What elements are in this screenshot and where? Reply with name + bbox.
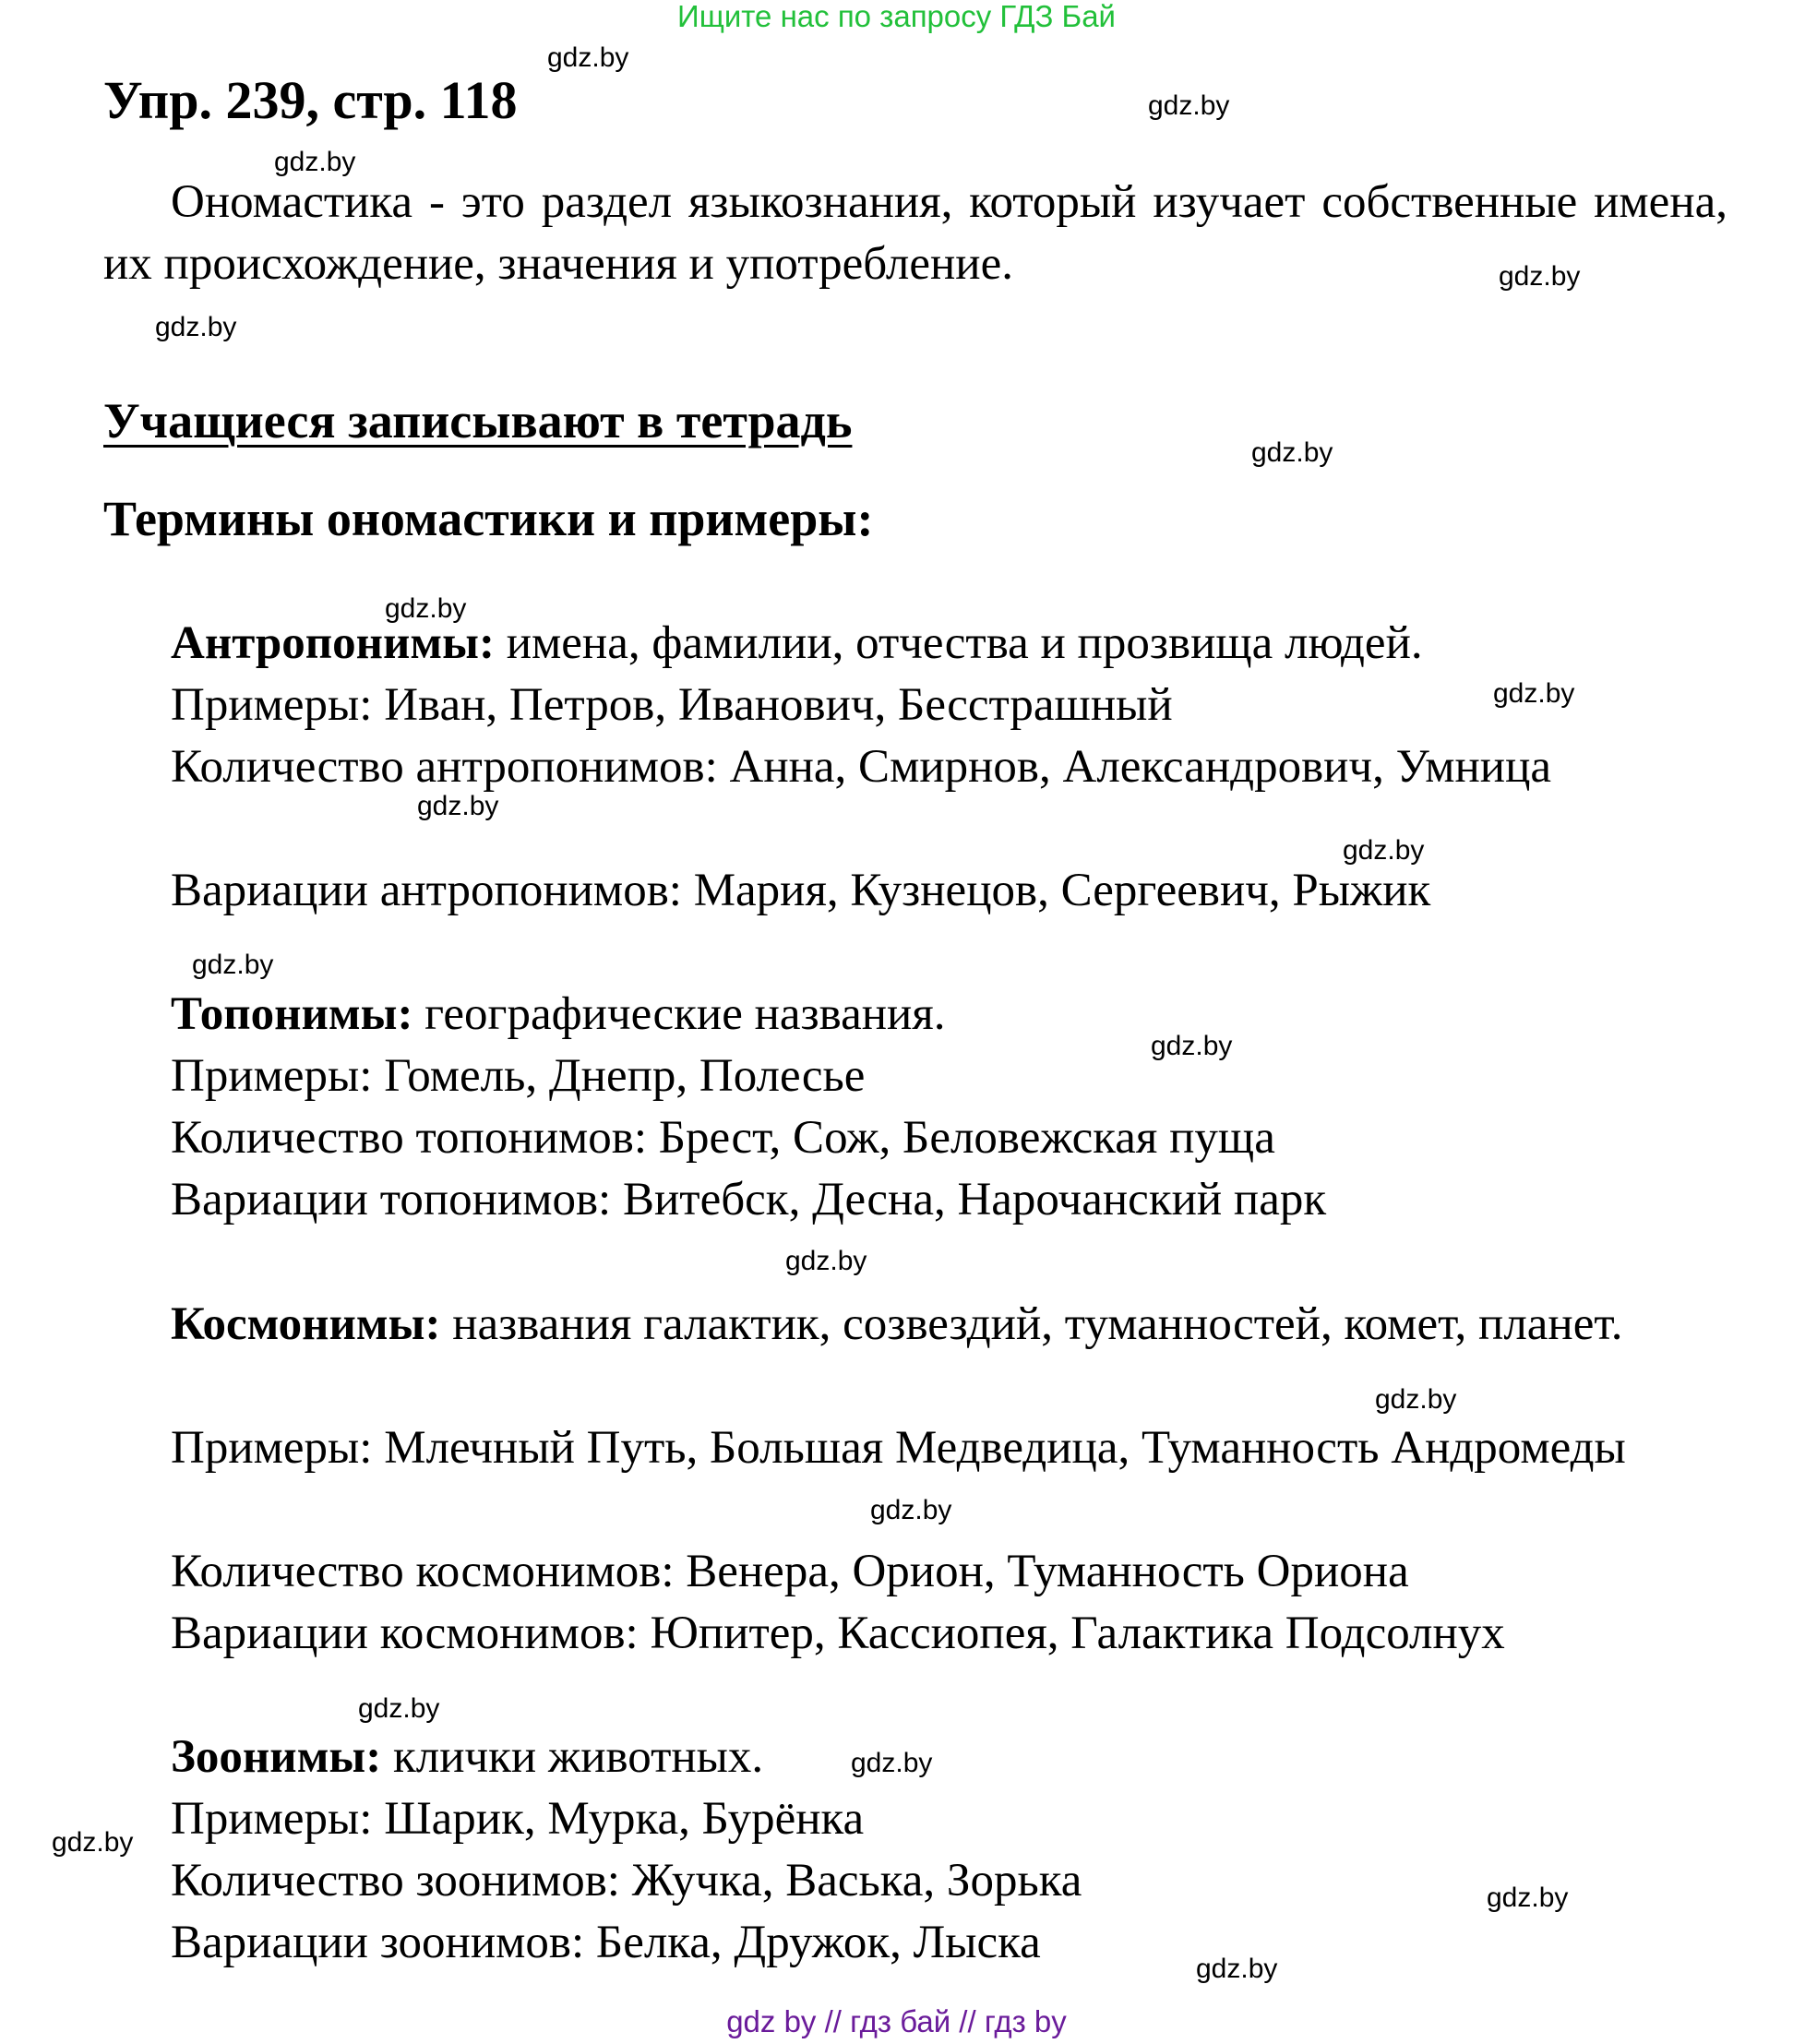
- examples-toponyms: Примеры: Гомель, Днепр, Полесье: [171, 1050, 866, 1102]
- term-name: Антропонимы:: [171, 617, 495, 669]
- watermark: gdz.by: [1151, 1031, 1233, 1061]
- watermark: gdz.by: [1251, 437, 1333, 468]
- term-line-cosmonyms: [103, 1294, 1727, 1356]
- examples-zoonyms: Примеры: Шарик, Мурка, Бурёнка: [171, 1793, 865, 1845]
- term-definition: географические названия.: [412, 988, 946, 1040]
- watermark: gdz.by: [1499, 261, 1581, 292]
- watermark: gdz.by: [870, 1495, 952, 1525]
- watermark: gdz.by: [358, 1693, 440, 1724]
- watermark: gdz.by: [192, 950, 274, 980]
- variations-anthroponyms: Вариации антропонимов: Мария, Кузнецов, Сергеевич, Рыжик: [171, 865, 1431, 916]
- term-name: Космонимы:: [171, 1298, 441, 1350]
- watermark: gdz.by: [1343, 835, 1425, 866]
- term-line-toponyms: [171, 984, 946, 1046]
- term-name: Зоонимы:: [171, 1731, 382, 1783]
- watermark: gdz.by: [1493, 678, 1575, 709]
- page-title: Упр. 239, стр. 118: [103, 70, 518, 130]
- watermark: gdz.by: [1487, 1883, 1569, 1913]
- term-definition: имена, фамилии, отчества и прозвища людей.: [494, 617, 1423, 669]
- variations-cosmonyms: Вариации космонимов: Юпитер, Кассиопея, Галактика Подсолнух: [171, 1608, 1505, 1659]
- term-name: Топонимы:: [171, 988, 413, 1040]
- examples-cosmonyms: Примеры: Млечный Путь, Большая Медведица, Туманность Андромеды: [171, 1422, 1626, 1474]
- examples-anthroponyms: Примеры: Иван, Петров, Иванович, Бесстрашный: [171, 679, 1173, 731]
- term-line-zoonyms: [171, 1727, 763, 1788]
- watermark: gdz.by: [274, 147, 356, 177]
- watermark: gdz.by: [1148, 90, 1230, 121]
- intro-paragraph: Ономастика - это раздел языкознания, который изучает собственные имена, их происхождение, значения и употребление.: [103, 176, 1727, 290]
- variations-zoonyms: Вариации зоонимов: Белка, Дружок, Лыска: [171, 1917, 1041, 1968]
- terms-heading: Термины ономастики и примеры:: [103, 491, 874, 546]
- count-toponyms: Количество топонимов: Брест, Сож, Беловежская пуща: [171, 1112, 1275, 1164]
- footer-links: gdz by // гдз бай // гдз by: [726, 2004, 1067, 2038]
- watermark: gdz.by: [385, 593, 467, 624]
- watermark: gdz.by: [547, 42, 629, 73]
- watermark: gdz.by: [1196, 1954, 1278, 1984]
- watermark: gdz.by: [417, 791, 499, 821]
- top-banner: Ищите нас по запросу ГДЗ Бай: [677, 0, 1116, 33]
- watermark: gdz.by: [155, 312, 237, 342]
- count-cosmonyms: Количество космонимов: Венера, Орион, Туманность Ориона: [171, 1546, 1409, 1597]
- count-anthroponyms: Количество антропонимов: Анна, Смирнов, Александрович, Умница: [171, 741, 1552, 793]
- variations-toponyms: Вариации топонимов: Витебск, Десна, Нарочанский парк: [171, 1174, 1327, 1225]
- watermark: gdz.by: [1375, 1384, 1457, 1415]
- term-definition: клички животных.: [381, 1731, 764, 1783]
- count-zoonyms: Количество зоонимов: Жучка, Васька, Зорька: [171, 1855, 1082, 1907]
- watermark: gdz.by: [851, 1748, 933, 1778]
- notebook-heading: Учащиеся записывают в тетрадь: [103, 393, 853, 448]
- watermark: gdz.by: [785, 1246, 867, 1276]
- term-line-anthroponyms: [171, 613, 1423, 675]
- term-definition: названия галактик, созвездий, туманностей, комет, планет.: [440, 1298, 1623, 1350]
- watermark: gdz.by: [52, 1827, 134, 1858]
